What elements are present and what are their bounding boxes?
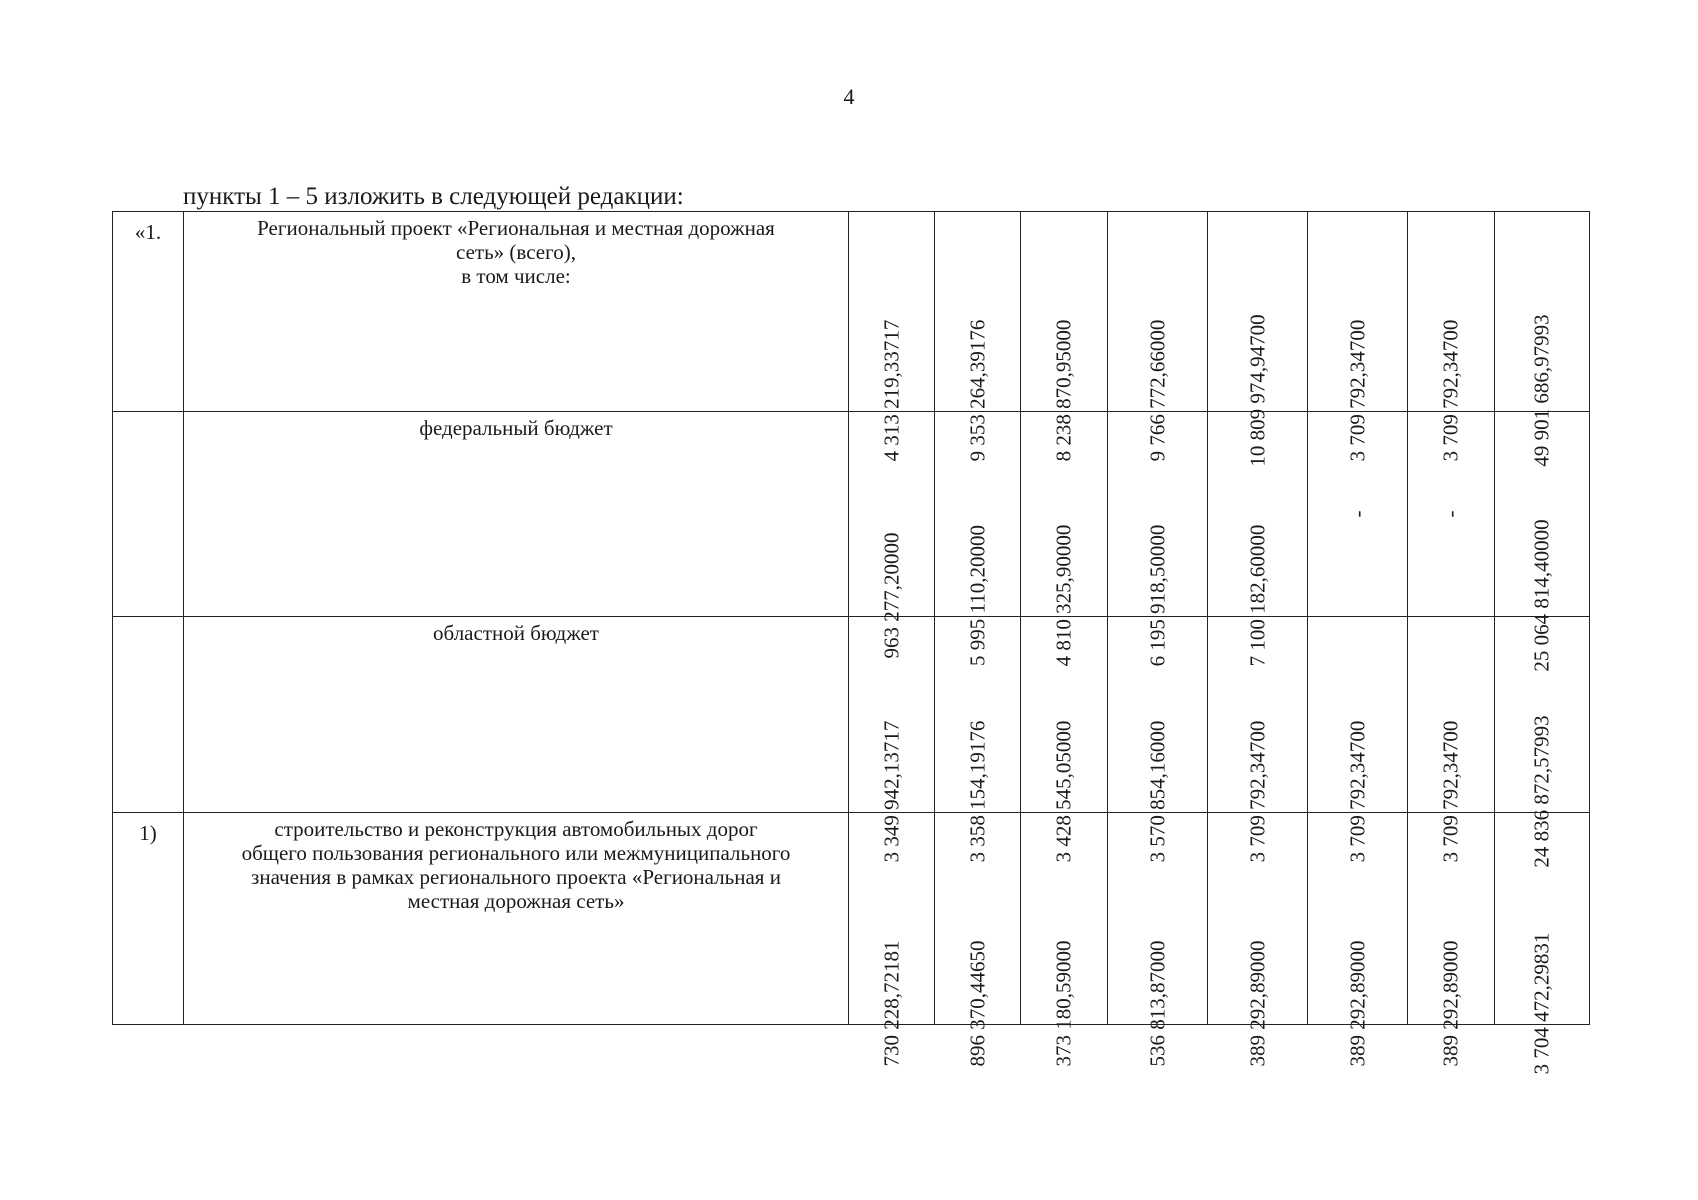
value-cell xyxy=(1108,212,1208,462)
value-cell xyxy=(1408,813,1495,1067)
value-text: 3 349 942,13717 xyxy=(879,720,903,863)
value-text: - xyxy=(1345,510,1369,518)
row-number-cell xyxy=(113,412,184,617)
value-cell xyxy=(1208,412,1308,667)
value-text: 10 809 974,94700 xyxy=(1245,314,1269,467)
value-cell xyxy=(1495,212,1590,467)
value-cell xyxy=(1495,617,1590,868)
row-name-cell xyxy=(184,617,849,813)
value-text: 24 836 872,57993 xyxy=(1529,715,1554,868)
value-cell xyxy=(1108,412,1208,667)
value-text: 6 195 918,50000 xyxy=(1145,524,1169,667)
row-name-line: местная дорожная сеть» xyxy=(407,889,625,913)
value-cell xyxy=(1308,813,1408,1067)
value-text: 730 228,72181 xyxy=(879,940,903,1067)
value-cell xyxy=(1495,813,1590,1075)
value-text: 3 709 792,34700 xyxy=(1345,319,1369,462)
value-cell xyxy=(935,617,1021,863)
table-row xyxy=(113,617,1590,813)
row-name-line: федеральный бюджет xyxy=(419,416,613,440)
value-text: 8 238 870,95000 xyxy=(1051,319,1076,462)
value-text: 3 709 792,34700 xyxy=(1345,720,1369,863)
value-text: 896 370,44650 xyxy=(965,940,989,1067)
value-text: 3 358 154,19176 xyxy=(965,720,989,863)
value-text: 4 313 219,33717 xyxy=(879,319,903,462)
value-text: 49 901 686,97993 xyxy=(1529,314,1554,467)
row-name-line: строительство и реконструкция автомобильных дорог xyxy=(274,817,758,841)
value-text: 536 813,87000 xyxy=(1145,940,1169,1067)
value-text: 3 709 792,34700 xyxy=(1438,319,1463,462)
value-cell xyxy=(1495,412,1590,672)
budget-table xyxy=(112,211,1590,1075)
value-cell xyxy=(849,212,935,462)
page-number: 4 xyxy=(843,84,855,109)
value-cell xyxy=(1021,412,1108,667)
value-text: 389 292,89000 xyxy=(1345,940,1369,1067)
value-text: 25 064 814,40000 xyxy=(1529,519,1554,672)
row-name-cell xyxy=(184,212,849,412)
row-name-line: областной бюджет xyxy=(433,621,599,645)
row-name-line: значения в рамках регионального проекта «Региональная и xyxy=(251,865,781,889)
value-cell xyxy=(1021,617,1108,863)
value-cell xyxy=(935,813,1021,1067)
value-text: 963 277,20000 xyxy=(879,532,903,659)
row-number xyxy=(113,412,183,420)
value-text: 9 766 772,66000 xyxy=(1145,319,1169,462)
table-row xyxy=(113,212,1590,412)
row-name-line: в том числе: xyxy=(461,264,571,288)
row-name-line: общего пользования регионального или межмуниципального xyxy=(241,841,791,865)
value-text: 5 995 110,20000 xyxy=(965,525,989,666)
value-text: 9 353 264,39176 xyxy=(965,319,989,462)
value-text: 3 709 792,34700 xyxy=(1438,720,1463,863)
value-cell xyxy=(1408,617,1495,863)
value-text: - xyxy=(1438,510,1463,518)
row-number-cell xyxy=(113,813,184,1025)
value-text: 389 292,89000 xyxy=(1438,940,1463,1067)
row-name-cell xyxy=(184,412,849,617)
row-name-line: сеть» (всего), xyxy=(456,240,576,264)
value-cell xyxy=(935,412,1021,666)
value-cell xyxy=(1108,813,1208,1067)
value-text: 373 180,59000 xyxy=(1051,940,1076,1067)
table-row xyxy=(113,813,1590,1025)
row-name-cell xyxy=(184,813,849,1025)
value-text: 4 810 325,90000 xyxy=(1051,524,1076,667)
row-number xyxy=(113,617,183,625)
intro-text: пункты 1 – 5 изложить в следующей редакции: xyxy=(183,183,684,210)
value-cell xyxy=(935,212,1021,462)
value-cell xyxy=(1408,212,1495,462)
value-cell xyxy=(1021,212,1108,462)
value-cell xyxy=(849,813,935,1067)
value-cell xyxy=(1208,212,1308,467)
value-text: 7 100 182,60000 xyxy=(1245,524,1269,667)
value-cell xyxy=(1108,617,1208,863)
value-cell xyxy=(1308,212,1408,462)
value-cell xyxy=(1308,412,1408,617)
value-cell xyxy=(1021,813,1108,1067)
value-cell xyxy=(849,412,935,659)
value-text: 3 704 472,29831 xyxy=(1529,932,1554,1075)
value-text: 3 428 545,05000 xyxy=(1051,720,1076,863)
row-number-cell xyxy=(113,617,184,813)
row-name-line: Региональный проект «Региональная и местная дорожная xyxy=(257,216,775,240)
value-cell xyxy=(1208,617,1308,863)
value-cell xyxy=(849,617,935,863)
value-cell xyxy=(1408,412,1495,617)
value-text: 389 292,89000 xyxy=(1245,940,1269,1067)
value-cell xyxy=(1208,813,1308,1067)
value-cell xyxy=(1308,617,1408,863)
row-number-cell xyxy=(113,212,184,412)
value-text: 3 570 854,16000 xyxy=(1145,720,1169,863)
row-number: 1) xyxy=(139,821,157,845)
row-number: «1. xyxy=(134,220,162,244)
value-text: 3 709 792,34700 xyxy=(1245,720,1269,863)
table-row xyxy=(113,412,1590,617)
